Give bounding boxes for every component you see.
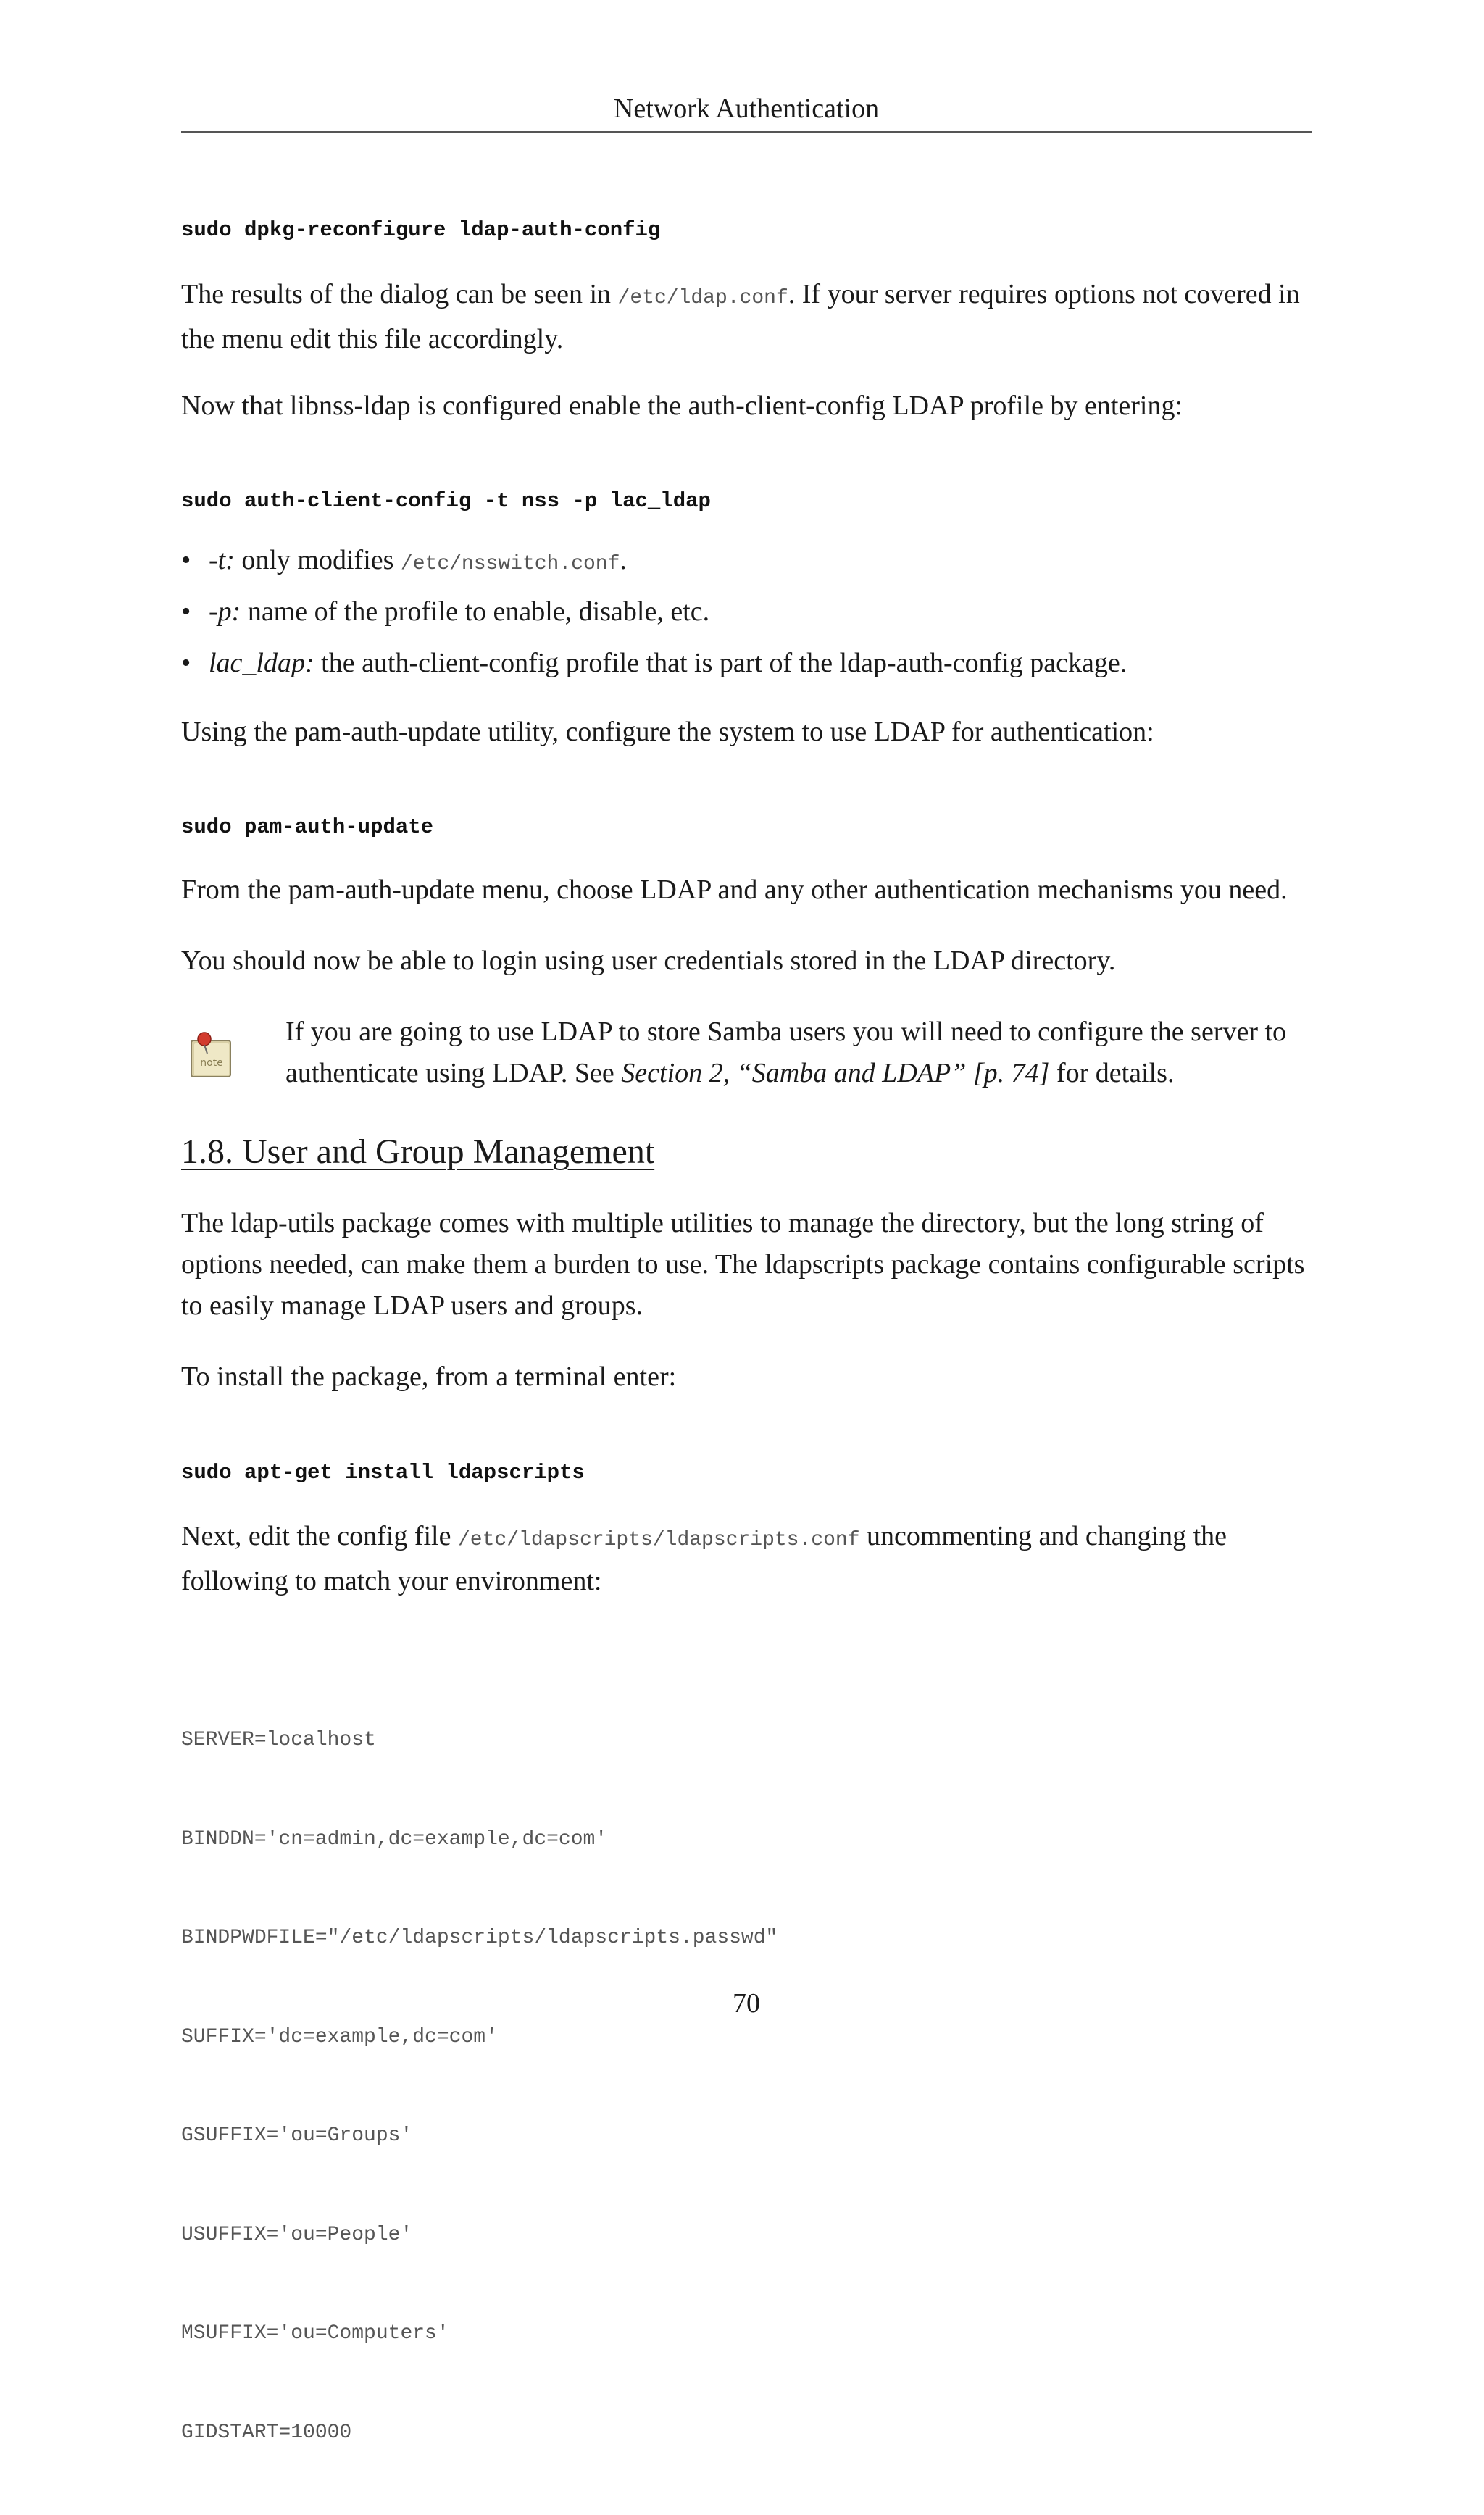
list-item xyxy=(181,540,1312,591)
code-line: GSUFFIX='ou=Groups' xyxy=(181,2124,413,2147)
code-line: BINDDN='cn=admin,dc=example,dc=com' xyxy=(181,1827,608,1851)
code-line: BINDPWDFILE="/etc/ldapscripts/ldapscripts.passwd" xyxy=(181,1927,778,1949)
paragraph-text: Next, edit the config file xyxy=(181,1521,458,1551)
bullet-dot: • xyxy=(181,545,191,575)
note-icon-label: note xyxy=(200,1057,223,1069)
option-text: . xyxy=(620,545,627,575)
option-term: -p: xyxy=(209,596,241,627)
note-body: If you are going to use LDAP to store Samba users you will need to configure the server to authenticate using LDAP. See xyxy=(285,1017,1287,1088)
config-code-block xyxy=(181,1658,1312,2515)
list-item xyxy=(181,591,1312,643)
option-term: lac_ldap: xyxy=(209,648,314,678)
paragraph-text: uncommenting and changing the following to match your environment: xyxy=(181,1521,1227,1596)
section-title: 1.8. User and Group Management xyxy=(181,1133,655,1171)
paragraph-now-that: Now that libnss-ldap is configured enable the auth-client-config LDAP profile by entering: xyxy=(181,391,1183,421)
page-number: 70 xyxy=(733,1988,760,2019)
option-text: only modifies xyxy=(234,545,401,575)
running-header: Network Authentication xyxy=(613,93,880,124)
note-text xyxy=(285,1012,1314,1094)
code-line: SUFFIX='dc=example,dc=com' xyxy=(181,2025,498,2048)
paragraph-ldap-utils: The ldap-utils package comes with multiple utilities to manage the directory, but the long string of options needed, can make them a burden to use. The ldapscripts package contains configurable scripts to easily manage LDAP users and groups. xyxy=(181,1208,1305,1321)
note-body: for details. xyxy=(1049,1058,1175,1088)
inline-code-nsswitch: /etc/nsswitch.conf xyxy=(400,553,620,575)
code-line: MSUFFIX='ou=Computers' xyxy=(181,2322,449,2345)
code-line: USUFFIX='ou=People' xyxy=(181,2223,413,2246)
note-icon xyxy=(187,1030,235,1083)
paragraph-from-menu: From the pam-auth-update menu, choose LDAP and any other authentication mechanisms you need. xyxy=(181,875,1288,905)
paragraph-next xyxy=(181,1516,1312,1602)
command-pam-auth-update: sudo pam-auth-update xyxy=(181,815,434,839)
list-item xyxy=(181,643,1312,694)
command-install: sudo apt-get install ldapscripts xyxy=(181,1461,585,1485)
paragraph-results xyxy=(181,274,1312,360)
command-reconfigure: sudo dpkg-reconfigure ldap-auth-config xyxy=(181,218,661,242)
code-line: GIDSTART=10000 xyxy=(181,2421,352,2444)
inline-code-ldap-conf: /etc/ldap.conf xyxy=(617,287,788,309)
header-rule xyxy=(181,131,1312,133)
paragraph-using-pam: Using the pam-auth-update utility, configure the system to use LDAP for authentication: xyxy=(181,717,1154,747)
option-term: -t: xyxy=(209,545,235,575)
paragraph-login: You should now be able to login using user credentials stored in the LDAP directory. xyxy=(181,946,1116,976)
cross-reference-link[interactable]: Section 2, “Samba and LDAP” [p. 74] xyxy=(621,1058,1050,1088)
bullet-dot: • xyxy=(181,648,191,678)
option-list xyxy=(181,540,1312,694)
option-text: name of the profile to enable, disable, etc. xyxy=(241,596,710,627)
paragraph-text: The results of the dialog can be seen in xyxy=(181,279,618,309)
bullet-dot: • xyxy=(181,596,191,627)
option-text: the auth-client-config profile that is part of the ldap-auth-config package. xyxy=(314,648,1127,678)
code-line: SERVER=localhost xyxy=(181,1729,376,1751)
paragraph-to-install: To install the package, from a terminal enter: xyxy=(181,1361,677,1392)
inline-code-ldapscripts-conf: /etc/ldapscripts/ldapscripts.conf xyxy=(458,1529,860,1551)
paragraph-text: . If your server requires options not covered in the menu edit this file accordingly. xyxy=(181,279,1300,354)
command-auth-client-config: sudo auth-client-config -t nss -p lac_ldap xyxy=(181,489,711,513)
